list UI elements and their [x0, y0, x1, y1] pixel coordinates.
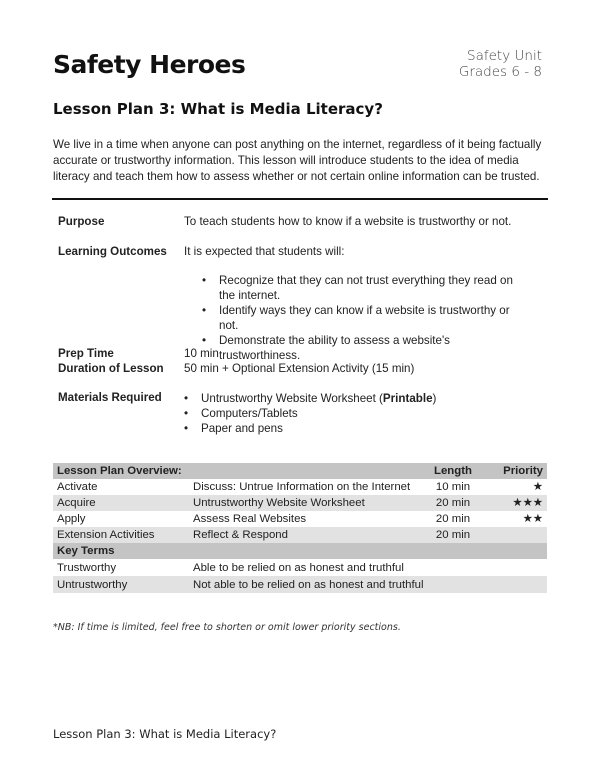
duration-label: Duration of Lesson	[58, 362, 164, 375]
purpose-label: Purpose	[58, 215, 105, 228]
key-term-row: Trustworthy Able to be relied on as honest and truthful	[53, 559, 547, 576]
priority-stars: ★	[487, 479, 547, 495]
outcomes-list	[202, 273, 532, 363]
table-row: Extension Activities Reflect & Respond 20 min	[53, 527, 547, 543]
purpose-value: To teach students how to know if a website is trustworthy or not.	[184, 215, 512, 228]
table-row: Activate Discuss: Untrue Information on the Internet 10 min ★	[53, 479, 547, 495]
materials-label: Materials Required	[58, 391, 162, 404]
table-row: Apply Assess Real Websites 20 min ★★	[53, 511, 547, 527]
outcomes-label: Learning Outcomes	[58, 245, 167, 258]
overview-title: Lesson Plan Overview:	[53, 463, 419, 479]
priority-stars: ★★★	[487, 495, 547, 511]
priority-stars	[487, 527, 547, 543]
prep-time-label: Prep Time	[58, 347, 114, 360]
priority-note: *NB: If time is limited, feel free to shorten or omit lower priority sections.	[53, 622, 401, 633]
prep-time-value: 10 min	[184, 347, 219, 360]
unit-info	[459, 48, 542, 80]
intro-paragraph: We live in a time when anyone can post anything on the internet, regardless of it being factually accurate or trustworthy information. This lesson will introduce students to the idea of media literacy and teach them how to assess whether or not certain online information can be trusted.	[53, 138, 542, 183]
outcome-item: • Demonstrate the ability to assess a website's trustworthiness.	[202, 333, 532, 363]
printable-link[interactable]: Printable	[382, 392, 433, 405]
unit-name: Safety Unit	[467, 48, 542, 64]
outcome-item: • Recognize that they can not trust everything they read on the internet.	[202, 273, 532, 303]
material-item: • Paper and pens	[184, 421, 524, 436]
page-footer: Lesson Plan 3: What is Media Literacy?	[53, 727, 277, 741]
key-term-row: Untrustworthy Not able to be relied on as honest and truthful	[53, 576, 547, 593]
table-row: Acquire Untrustworthy Website Worksheet 20 min ★★★	[53, 495, 547, 511]
duration-value: 50 min + Optional Extension Activity (15 min)	[184, 362, 415, 375]
material-item: • Untrustworthy Website Worksheet (Printable)	[184, 391, 524, 406]
section-divider	[52, 198, 548, 200]
materials-list	[184, 391, 524, 436]
priority-header: Priority	[487, 463, 547, 479]
outcome-item: • Identify ways they can know if a website is trustworthy or not.	[202, 303, 532, 333]
key-terms-header-row	[53, 543, 547, 559]
length-header: Length	[419, 463, 487, 479]
priority-stars: ★★	[487, 511, 547, 527]
lesson-title: Lesson Plan 3: What is Media Literacy?	[53, 100, 383, 118]
overview-header-row	[53, 463, 547, 479]
brand-title: Safety Heroes	[53, 50, 246, 79]
outcomes-intro: It is expected that students will:	[184, 245, 345, 258]
key-terms-title: Key Terms	[53, 543, 547, 559]
material-item: • Computers/Tablets	[184, 406, 524, 421]
lesson-overview-table	[53, 463, 547, 593]
grade-range: Grades 6 - 8	[458, 64, 542, 80]
